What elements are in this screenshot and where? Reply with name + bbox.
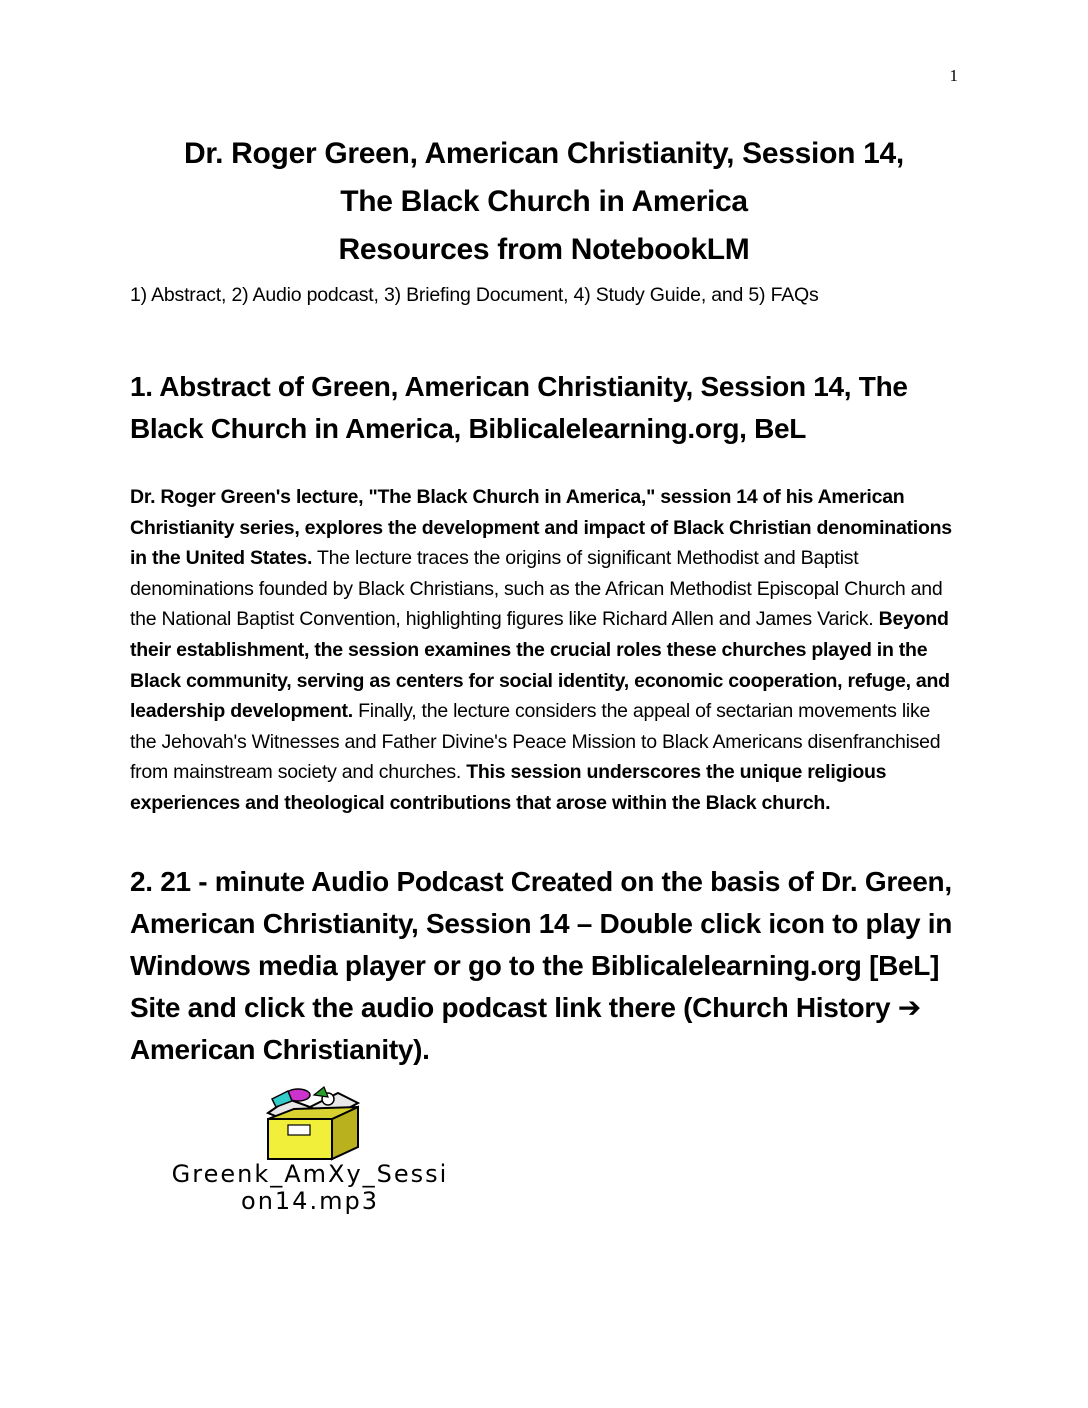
title-line-1: Dr. Roger Green, American Christianity, Session 14, — [184, 137, 904, 170]
audio-filename[interactable] — [130, 1161, 490, 1215]
abstract-paragraph — [130, 482, 960, 819]
resource-list: 1) Abstract, 2) Audio podcast, 3) Briefing Document, 4) Study Guide, and 5) FAQs — [130, 284, 819, 306]
section-2-heading-text: 2. 21 - minute Audio Podcast Created on the basis of Dr. Green, American Christianity, Session 14 – Double click icon to play in Windows media player or go to the Biblicalelearning.org [BeL] Site and click the audio podcast link there (Church History — [130, 866, 953, 1023]
document-title — [0, 130, 1088, 274]
package-icon[interactable] — [258, 1085, 368, 1161]
abstract-text-4: Finally, the lecture considers the appeal of sectarian movements like the Jehovah's Witnesses and Father Divine's Peace Mission to Black Americans disenfranchised from mainstream society and churches. — [130, 700, 941, 784]
section-2-heading-tail: American Christianity). — [130, 1034, 430, 1065]
audio-attachment[interactable] — [130, 1085, 490, 1220]
section-1-heading: 1. Abstract of Green, American Christianity, Session 14, The Black Church in America, Biblicalelearning.org, BeL — [130, 371, 908, 444]
section-2-heading — [130, 861, 960, 1071]
page-number: 1 — [949, 66, 958, 85]
abstract-text-2: The lecture traces the origins of significant Methodist and Baptist denominations founded by Black Christians, such as the African Methodist Episcopal Church and the National Baptist Convention, highlighting figures like Richard Allen and James Varick. — [130, 547, 943, 631]
abstract-bold-5: This session underscores the unique religious experiences and theological contributions that arose within the Black church. — [130, 761, 887, 814]
audio-filename-line-1: Greenk_AmXy_Sessi — [171, 1160, 449, 1188]
abstract-bold-3: Beyond their establishment, the session examines the crucial roles these churches played in the Black community, serving as centers for social identity, economic cooperation, refuge, and leadership development. — [130, 608, 950, 723]
audio-filename-line-2: on14.mp3 — [241, 1187, 379, 1215]
abstract-bold-1: Dr. Roger Green's lecture, "The Black Church in America," session 14 of his American Christianity series, explores the development and impact of Black Christian denominations in the United States. — [130, 486, 952, 570]
title-line-3: Resources from NotebookLM — [338, 233, 750, 266]
title-line-2: The Black Church in America — [340, 185, 748, 218]
right-arrow-icon: ➔ — [897, 992, 921, 1023]
